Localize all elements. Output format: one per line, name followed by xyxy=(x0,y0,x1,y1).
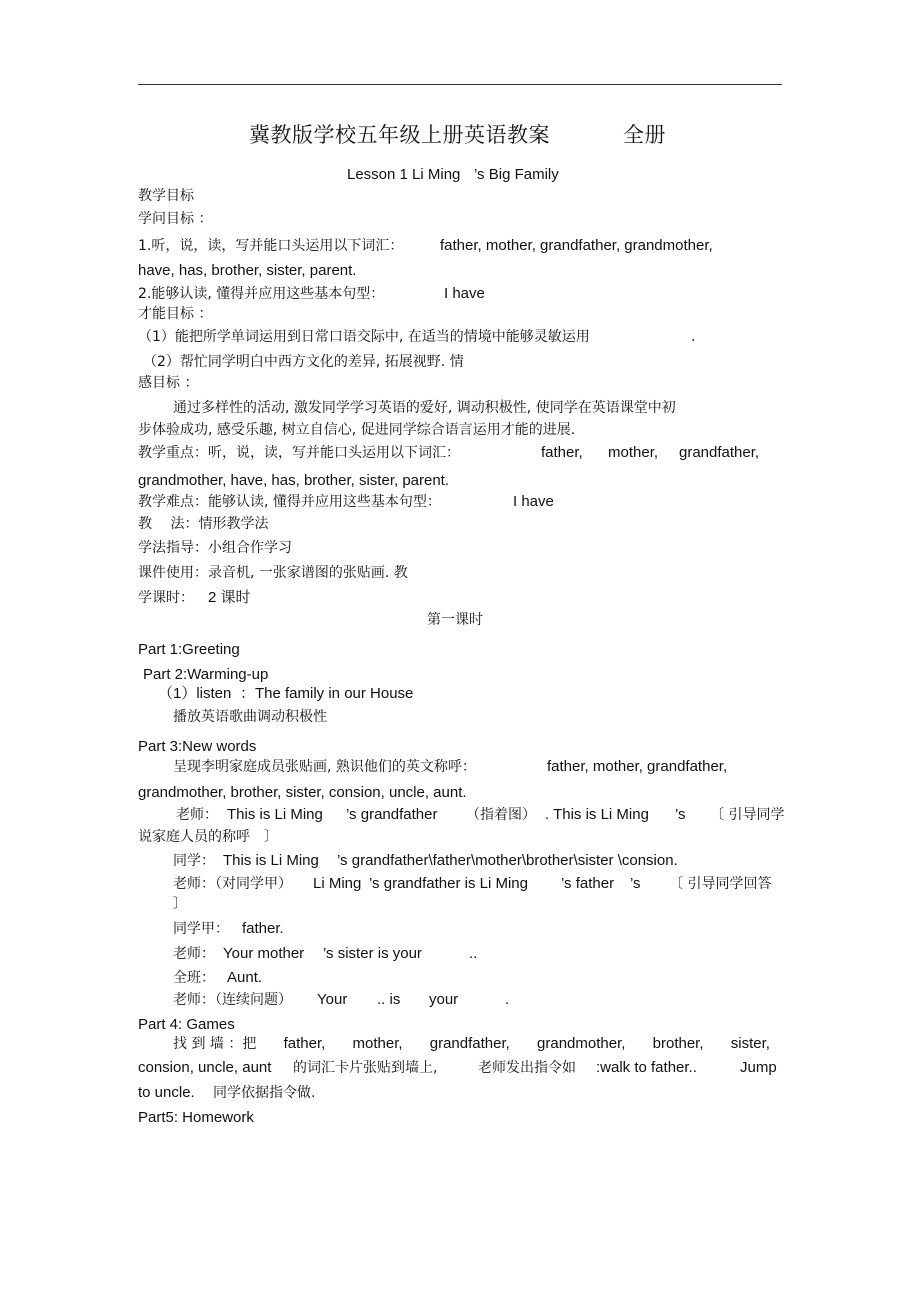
part-2-item-1a: （1）listen xyxy=(158,685,232,702)
teacher-line-2-g: 〕 xyxy=(173,896,187,912)
teaching-goals-heading: 教学目标 xyxy=(138,188,194,204)
lesson-title-a: Lesson 1 Li Ming xyxy=(347,166,461,183)
games-line-2-c: 老师发出指令如 xyxy=(478,1060,576,1076)
games-word-sister: sister, xyxy=(730,1035,770,1052)
games-line-3-a: to uncle. xyxy=(138,1084,195,1101)
part-5-heading: Part5: Homework xyxy=(138,1109,254,1126)
teacher-line-1-h: 说家庭人员的称呼 〕 xyxy=(138,829,278,845)
games-line-2-e: Jump xyxy=(740,1059,777,1076)
teacher-line-1-d: （指着图） xyxy=(466,807,536,823)
study-guidance: 学法指导：小组合作学习 xyxy=(138,540,292,556)
difficulty-value: I have xyxy=(513,493,554,510)
games-line-2-b: 的词汇卡片张贴到墙上, xyxy=(293,1060,438,1076)
ability-1-end: . xyxy=(691,329,696,345)
k1-label: 1.听，说，读，写并能口头运用以下词汇： xyxy=(138,238,404,254)
part-3-line-1-words: father, mother, grandfather, xyxy=(547,758,728,775)
teacher-line-2-speaker: 老师：（对同学甲） xyxy=(173,876,292,892)
difficulty-label: 教学难点：能够认读, 懂得并应用这些基本句型： xyxy=(138,494,441,510)
emotion-line-1: 通过多样性的活动, 激发同学学习英语的爱好, 调动积极性, 使同学在英语课堂中初 xyxy=(173,400,676,416)
games-word-father: father, xyxy=(283,1035,326,1052)
teacher-line-4-c: .. is xyxy=(377,991,401,1008)
knowledge-goals-heading: 学问目标 ： xyxy=(138,211,213,227)
part-4-heading: Part 4: Games xyxy=(138,1016,235,1033)
games-word-grandfather: grandfather, xyxy=(429,1035,510,1052)
teacher-line-1-e: . This is Li Ming xyxy=(545,806,649,823)
games-line-3-b: 同学依据指令做. xyxy=(213,1085,316,1101)
part-1-heading: Part 1:Greeting xyxy=(138,641,240,658)
part-3-heading: Part 3:New words xyxy=(138,738,257,755)
class-speaker: 全班： xyxy=(173,970,215,986)
key-word-mother: mother, xyxy=(608,444,659,461)
teacher-line-3-speaker: 老师： xyxy=(173,946,215,962)
teacher-line-1-f: ’s xyxy=(675,806,686,823)
doc-title: 冀教版学校五年级上册英语教案 xyxy=(249,123,550,147)
periods-label: 学课时： xyxy=(138,590,194,606)
games-line-2-a: consion, uncle, aunt xyxy=(138,1059,272,1076)
student-line-1-b: This is Li Ming xyxy=(223,852,319,869)
k1-words: father, mother, grandfather, grandmother, xyxy=(440,237,713,254)
games-word-brother: brother, xyxy=(652,1035,704,1052)
lesson-title-b: ’s Big Family xyxy=(474,166,559,183)
doc-title-suffix: 全册 xyxy=(623,123,666,147)
key-word-grandfather: grandfather, xyxy=(679,444,760,461)
games-word-mother: mother, xyxy=(352,1035,403,1052)
teacher-line-2-c: ’s grandfather is Li Ming xyxy=(369,875,528,892)
ability-goals-heading: 才能目标 ： xyxy=(138,306,213,322)
teacher-line-2-e: ’s xyxy=(630,875,641,892)
header-rule xyxy=(138,84,782,85)
emotion-line-2: 步体验成功, 感受乐趣, 树立自信心, 促进同学综合语言运用才能的进展. xyxy=(138,422,576,438)
teacher-line-3-d: .. xyxy=(469,945,478,962)
teacher-line-2-f: 〔 引导同学回答 xyxy=(669,876,772,892)
part-2-item-1b: ：The family in our House xyxy=(240,685,414,702)
teacher-line-1-b: This is Li Ming xyxy=(227,806,323,823)
games-line-2-d: :walk to father.. xyxy=(596,1059,697,1076)
part-3-line-1: 呈现李明家庭成员张贴画, 熟识他们的英文称呼： xyxy=(173,759,476,775)
class-answer: Aunt. xyxy=(227,969,263,986)
first-period-heading: 第一课时 xyxy=(427,612,483,628)
student-line-1-c: ’s grandfather\father\mother\brother\sister \consion. xyxy=(337,852,678,869)
teacher-line-4-b: Your xyxy=(317,991,348,1008)
teacher-line-3-c: ’s sister is your xyxy=(323,945,422,962)
games-line-1 xyxy=(173,1035,770,1053)
teacher-line-4-speaker: 老师：（连续问题） xyxy=(173,992,292,1008)
courseware: 课件使用：录音机, 一张家谱图的张贴画. 教 xyxy=(138,565,408,581)
teacher-line-4-d: your xyxy=(429,991,459,1008)
student-a-answer: father. xyxy=(242,920,284,937)
key-words-cont: grandmother, have, has, brother, sister, parent. xyxy=(138,472,450,489)
part-2-heading: Part 2:Warming-up xyxy=(143,666,269,683)
teacher-line-3-b: Your mother xyxy=(223,945,305,962)
key-points-label: 教学重点：听，说，读，写并能口头运用以下词汇： xyxy=(138,445,460,461)
teacher-line-4-e: . xyxy=(505,991,510,1008)
games-line-1-lead: 找 到 墙 ：把 xyxy=(173,1036,257,1052)
games-word-grandmother: grandmother, xyxy=(537,1035,626,1052)
teacher-line-1-c: ’s grandfather xyxy=(346,806,438,823)
emotion-goals-heading: 感目标 ： xyxy=(138,375,199,391)
key-word-father: father, xyxy=(541,444,583,461)
part-2-item-2: 播放英语歌曲调动积极性 xyxy=(173,709,327,725)
k1-words-cont: have, has, brother, sister, parent. xyxy=(138,262,357,279)
teaching-method: 教 法：情形教学法 xyxy=(138,516,269,532)
teacher-line-1-g: 〔 引导同学 xyxy=(710,807,785,823)
teacher-line-2-b: Li Ming xyxy=(313,875,362,892)
ability-2: （2）帮忙同学明白中西方文化的差异, 拓展视野. 情 xyxy=(143,354,464,370)
ability-1: （1）能把所学单词运用到日常口语交际中, 在适当的情境中能够灵敏运用 xyxy=(138,329,590,345)
student-line-1-speaker: 同学： xyxy=(173,853,215,869)
periods-value: 2 课时 xyxy=(208,589,251,606)
k2-label: 2.能够认读, 懂得并应用这些基本句型： xyxy=(138,286,385,302)
k2-value: I have xyxy=(444,285,485,302)
teacher-line-2-d: ’s father xyxy=(561,875,615,892)
student-a-speaker: 同学甲： xyxy=(173,921,229,937)
part-3-line-2: grandmother, brother, sister, consion, uncle, aunt. xyxy=(138,784,467,801)
teacher-line-1-speaker: 老师： xyxy=(176,807,218,823)
